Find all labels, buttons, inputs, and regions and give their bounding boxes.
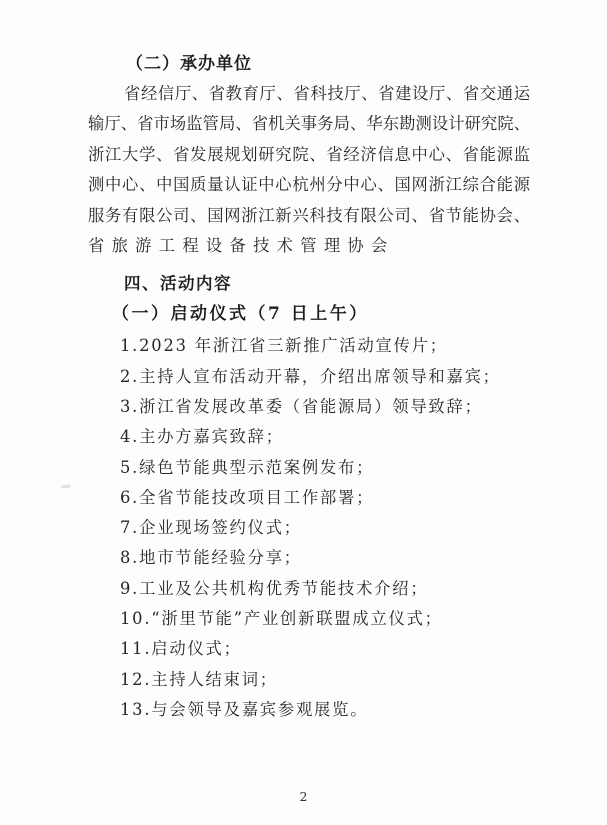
- paragraph-line: 输厅、省市场监管局、省机关事务局、华东勘测设计研究院、: [88, 114, 530, 134]
- page-number: 2: [299, 789, 308, 804]
- scan-artifact: [61, 484, 71, 488]
- agenda-item-1: 1.2023 年浙江省三新推广活动宣传片；: [120, 336, 448, 356]
- agenda-item-5: 5.绿色节能典型示范案例发布；: [120, 457, 375, 477]
- agenda-item-13: 13.与会领导及嘉宾参观展览。: [120, 699, 369, 719]
- paragraph-line: 省经信厅、省教育厅、省科技厅、省建设厅、省交通运: [124, 84, 530, 103]
- paragraph-line: 省旅游工程设备技术管理协会: [88, 235, 395, 255]
- paragraph-line: 测中心、中国质量认证中心杭州分中心、国网浙江综合能源: [88, 175, 530, 195]
- heading-organizers: （二）承办单位: [126, 54, 252, 74]
- agenda-list: [88, 331, 530, 725]
- agenda-item-3: 3.浙江省发展改革委（省能源局）领导致辞；: [120, 396, 483, 416]
- agenda-item-7: 7.企业现场签约仪式；: [120, 518, 302, 538]
- agenda-item-6: 6.全省节能技改项目工作部署；: [120, 487, 375, 507]
- agenda-item-10: 10.“浙里节能”产业创新联盟成立仪式；: [120, 609, 443, 629]
- paragraph-line: 浙江大学、省发展规划研究院、省经济信息中心、省能源监: [88, 144, 530, 164]
- agenda-item-12: 12.主持人结束词；: [120, 669, 278, 689]
- heading-activity-content: 四、活动内容: [124, 274, 232, 294]
- agenda-item-8: 8.地市节能经验分享；: [120, 548, 302, 568]
- agenda-item-2: 2.主持人宣布活动开幕，介绍出席领导和嘉宾；: [120, 366, 501, 386]
- agenda-item-11: 11.启动仪式；: [120, 639, 242, 659]
- document-content: [88, 49, 530, 725]
- agenda-item-9: 9.工业及公共机构优秀节能技术介绍；: [120, 578, 429, 598]
- agenda-item-4: 4.主办方嘉宾致辞；: [120, 427, 284, 447]
- heading-launch-ceremony: （一）启动仪式（7 日上午）: [112, 304, 369, 325]
- paragraph-line: 服务有限公司、国网浙江新兴科技有限公司、省节能协会、: [88, 205, 530, 225]
- organizers-paragraph: [88, 79, 530, 261]
